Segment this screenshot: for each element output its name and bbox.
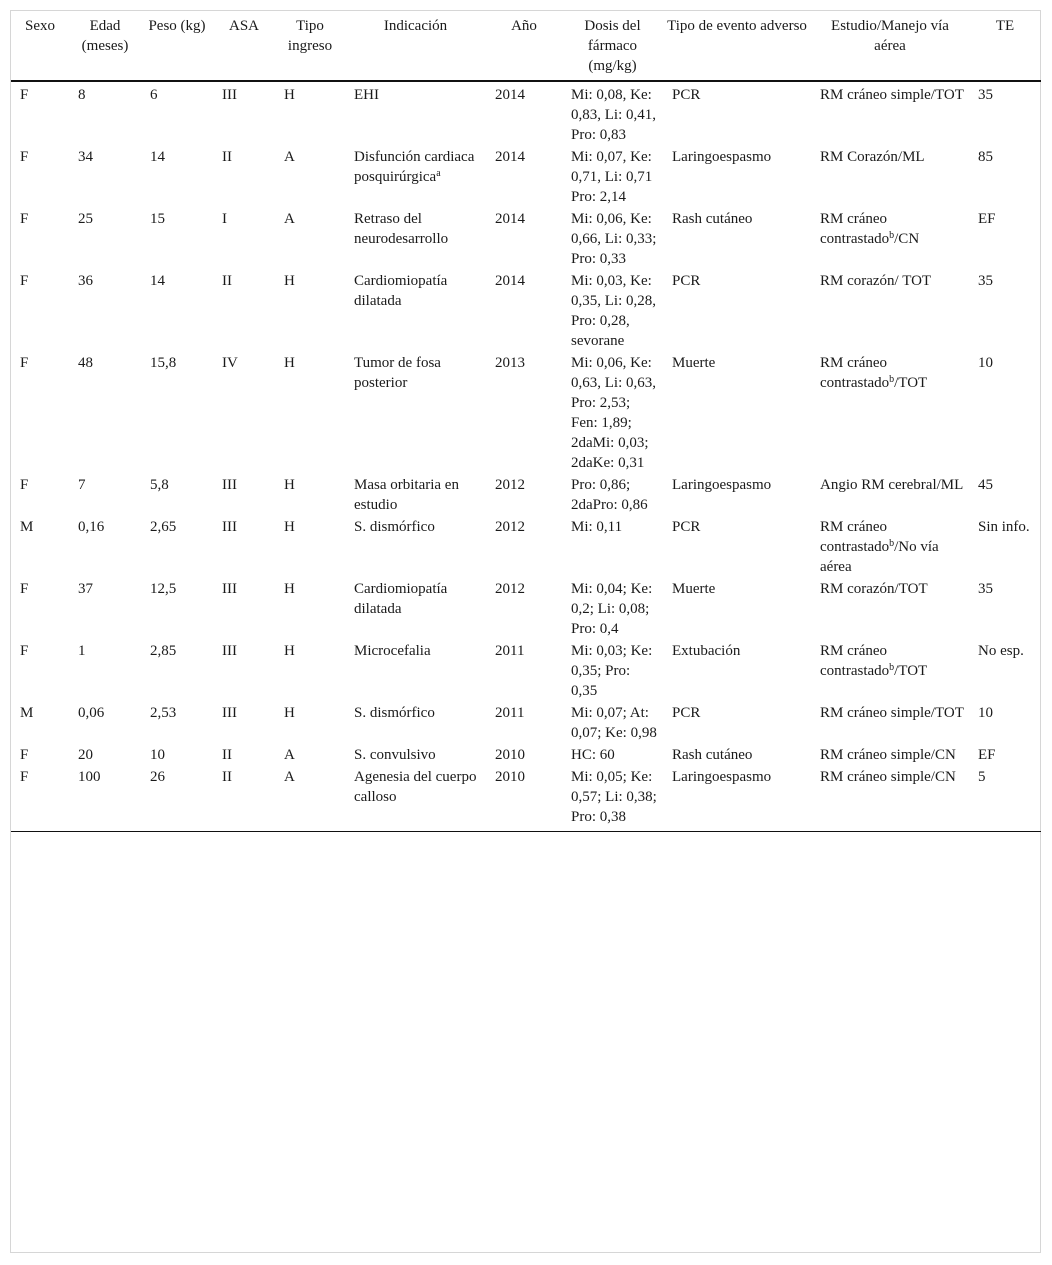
indicacion-text: Retraso del neurodesarrollo [354, 211, 449, 247]
cell-indicacion [345, 81, 486, 145]
header-dosis: Dosis del fármaco (mg/kg) [562, 12, 663, 81]
cell-peso: 15,8 [150, 355, 177, 371]
cell-dosis: Mi: 0,05; Ke: 0,57; Li: 0,38; Pro: 0,38 [562, 765, 663, 832]
cell-asa: IV [222, 355, 238, 371]
cell-asa: III [222, 581, 237, 597]
cell-estudio [811, 639, 969, 701]
header-estudio: Estudio/Manejo vía aérea [811, 12, 969, 81]
cell-evento: Laringoespasmo [663, 765, 811, 832]
cell-te: 85 [978, 149, 993, 165]
estudio-text: RM cráneo contrastado [820, 643, 890, 679]
cell-evento: Laringoespasmo [672, 149, 772, 165]
cell-anio: 2014 [495, 87, 525, 103]
adverse-events-table [11, 12, 1041, 832]
cell-asa: II [222, 273, 232, 289]
cell-anio: 2012 [495, 581, 525, 597]
cell-asa: III [222, 705, 237, 721]
cell-dosis: Mi: 0,04; Ke: 0,2; Li: 0,08; Pro: 0,4 [571, 581, 653, 637]
cell-tipo_ingreso: A [284, 211, 295, 227]
cell-evento: PCR [672, 705, 701, 721]
cell-anio: 2012 [495, 477, 525, 493]
header-tipo_ingreso: Tipo ingreso [275, 12, 345, 81]
table-row [11, 639, 1041, 701]
cell-evento: Extubación [672, 643, 741, 659]
cell-peso: 26 [141, 765, 213, 832]
cell-peso: 10 [150, 747, 165, 763]
estudio-text: RM cráneo contrastado [820, 355, 890, 391]
cell-anio: 2014 [495, 149, 525, 165]
cell-tipo_ingreso: A [284, 149, 295, 165]
cell-sexo: F [11, 765, 69, 832]
cell-peso: 2,65 [150, 519, 177, 535]
cell-anio: 2011 [495, 705, 525, 721]
cell-tipo_ingreso: H [284, 87, 295, 103]
cell-anio: 2010 [495, 747, 525, 763]
cell-indicacion [345, 473, 486, 515]
footnote-marker: b [889, 230, 895, 241]
cell-sexo: F [20, 643, 29, 659]
cell-edad: 25 [78, 211, 93, 227]
cell-edad: 8 [78, 87, 86, 103]
cell-tipo_ingreso: A [284, 747, 295, 763]
indicacion-text: Masa orbitaria en estudio [354, 477, 459, 513]
footnote-marker: b [889, 538, 895, 549]
header-anio: Año [486, 12, 562, 81]
cell-estudio [811, 145, 969, 207]
cell-peso: 14 [150, 273, 165, 289]
cell-indicacion [345, 207, 486, 269]
cell-asa: III [222, 87, 237, 103]
header-indicacion: Indicación [345, 12, 486, 81]
header-evento: Tipo de evento adverso [663, 12, 811, 81]
header-asa: ASA [213, 12, 275, 81]
cell-sexo: F [20, 273, 29, 289]
cell-dosis: Mi: 0,06, Ke: 0,66, Li: 0,33; Pro: 0,33 [571, 211, 657, 267]
estudio-text: RM cráneo simple/CN [820, 769, 956, 785]
cell-sexo: F [20, 211, 29, 227]
cell-evento: PCR [672, 519, 701, 535]
table-row [11, 765, 1041, 832]
cell-indicacion [345, 743, 486, 765]
cell-te: 35 [978, 273, 993, 289]
cell-estudio [811, 81, 969, 145]
cell-asa: III [222, 519, 237, 535]
cell-evento: Rash cutáneo [672, 211, 753, 227]
cell-edad: 0,16 [78, 519, 105, 535]
cell-indicacion [345, 145, 486, 207]
cell-te: EF [978, 747, 996, 763]
cell-tipo_ingreso: H [284, 519, 295, 535]
indicacion-text: S. dismórfico [354, 705, 435, 721]
cell-edad: 0,06 [78, 705, 105, 721]
cell-tipo_ingreso: H [284, 477, 295, 493]
cell-sexo: F [20, 149, 29, 165]
cell-te: 5 [969, 765, 1041, 832]
cell-asa: III [222, 643, 237, 659]
cell-te: 35 [978, 87, 993, 103]
cell-peso: 14 [150, 149, 165, 165]
cell-peso: 5,8 [150, 477, 169, 493]
cell-te: Sin info. [978, 519, 1030, 535]
estudio-text: RM cráneo simple/TOT [820, 87, 964, 103]
cell-estudio [811, 577, 969, 639]
cell-asa: III [222, 477, 237, 493]
footnote-marker: a [436, 168, 441, 179]
cell-estudio [811, 515, 969, 577]
cell-asa: II [213, 765, 275, 832]
cell-dosis: Mi: 0,03, Ke: 0,35, Li: 0,28, Pro: 0,28, sevorane [571, 273, 656, 349]
cell-evento: Rash cutáneo [672, 747, 753, 763]
cell-edad: 100 [69, 765, 141, 832]
cell-peso: 2,85 [150, 643, 177, 659]
cell-sexo: M [20, 519, 34, 535]
indicacion-text: EHI [354, 87, 379, 103]
cell-dosis: Pro: 0,86; 2daPro: 0,86 [571, 477, 648, 513]
cell-tipo_ingreso: A [275, 765, 345, 832]
table-row [11, 269, 1041, 351]
estudio-text: /No vía aérea [820, 539, 939, 575]
table-row [11, 515, 1041, 577]
cell-asa: II [222, 747, 232, 763]
cell-anio: 2013 [495, 355, 525, 371]
indicacion-text: Disfunción cardiaca posquirúrgica [354, 149, 475, 185]
cell-evento: PCR [672, 87, 701, 103]
cell-anio: 2014 [495, 211, 525, 227]
cell-dosis: Mi: 0,06, Ke: 0,63, Li: 0,63, Pro: 2,53; Fen: 1,89; 2daMi: 0,03; 2daKe: 0,31 [571, 355, 656, 471]
cell-dosis: Mi: 0,03; Ke: 0,35; Pro: 0,35 [571, 643, 653, 699]
cell-peso: 2,53 [150, 705, 177, 721]
footnote-marker: b [889, 662, 895, 673]
cell-edad: 34 [78, 149, 93, 165]
cell-evento: PCR [672, 273, 701, 289]
cell-te: 10 [978, 705, 993, 721]
indicacion-text: S. dismórfico [354, 519, 435, 535]
table-row [11, 743, 1041, 765]
cell-indicacion [345, 515, 486, 577]
table-header-row [11, 12, 1041, 81]
estudio-text: RM cráneo contrastado [820, 519, 890, 555]
header-sexo: Sexo [11, 12, 69, 81]
table-row [11, 701, 1041, 743]
indicacion-text: Agenesia del cuerpo calloso [354, 769, 477, 805]
indicacion-text: Tumor de fosa posterior [354, 355, 441, 391]
indicacion-text: Cardiomiopatía dilatada [354, 273, 448, 309]
estudio-text: Angio RM cerebral/ML [820, 477, 964, 493]
table-row [11, 577, 1041, 639]
cell-te: No esp. [978, 643, 1024, 659]
cell-anio: 2010 [486, 765, 562, 832]
cell-indicacion [345, 765, 486, 832]
estudio-text: RM corazón/ TOT [820, 273, 932, 289]
cell-dosis: Mi: 0,07, Ke: 0,71, Li: 0,71 Pro: 2,14 [571, 149, 653, 205]
table-row [11, 207, 1041, 269]
header-peso: Peso (kg) [141, 12, 213, 81]
cell-sexo: F [20, 355, 29, 371]
cell-tipo_ingreso: H [284, 643, 295, 659]
cell-peso: 6 [150, 87, 158, 103]
indicacion-text: S. convulsivo [354, 747, 436, 763]
cell-peso: 12,5 [150, 581, 177, 597]
cell-estudio [811, 765, 969, 832]
cell-tipo_ingreso: H [284, 355, 295, 371]
cell-te: EF [978, 211, 996, 227]
cell-sexo: F [20, 581, 29, 597]
cell-sexo: F [20, 747, 29, 763]
estudio-text: RM cráneo simple/CN [820, 747, 956, 763]
cell-dosis: HC: 60 [571, 747, 615, 763]
estudio-text: /TOT [894, 663, 928, 679]
indicacion-text: Microcefalia [354, 643, 431, 659]
cell-estudio [811, 743, 969, 765]
cell-peso: 15 [150, 211, 165, 227]
cell-edad: 48 [78, 355, 93, 371]
cell-indicacion [345, 269, 486, 351]
cell-sexo: F [20, 87, 29, 103]
cell-estudio [811, 701, 969, 743]
cell-estudio [811, 207, 969, 269]
header-te: TE [969, 12, 1041, 81]
estudio-text: RM Corazón/ML [820, 149, 925, 165]
cell-estudio [811, 473, 969, 515]
cell-dosis: Mi: 0,08, Ke: 0,83, Li: 0,41, Pro: 0,83 [571, 87, 656, 143]
table-row [11, 351, 1041, 473]
cell-edad: 20 [78, 747, 93, 763]
cell-evento: Muerte [672, 581, 716, 597]
cell-edad: 36 [78, 273, 93, 289]
table-body [11, 81, 1041, 832]
cell-evento: Laringoespasmo [672, 477, 772, 493]
cell-indicacion [345, 351, 486, 473]
footnote-marker: b [889, 374, 895, 385]
cell-tipo_ingreso: H [284, 581, 295, 597]
cell-indicacion [345, 701, 486, 743]
cell-anio: 2012 [495, 519, 525, 535]
cell-tipo_ingreso: H [284, 273, 295, 289]
cell-asa: II [222, 149, 232, 165]
cell-dosis: Mi: 0,07; At: 0,07; Ke: 0,98 [571, 705, 657, 741]
cell-indicacion [345, 577, 486, 639]
table-row [11, 145, 1041, 207]
cell-indicacion [345, 639, 486, 701]
cell-anio: 2014 [495, 273, 525, 289]
cell-estudio [811, 269, 969, 351]
cell-asa: I [222, 211, 227, 227]
cell-te: 35 [978, 581, 993, 597]
cell-edad: 7 [78, 477, 86, 493]
cell-te: 10 [978, 355, 993, 371]
cell-dosis: Mi: 0,11 [571, 519, 623, 535]
table-row [11, 473, 1041, 515]
header-edad: Edad (meses) [69, 12, 141, 81]
table-row [11, 81, 1041, 145]
cell-te: 45 [978, 477, 993, 493]
cell-sexo: M [20, 705, 34, 721]
cell-tipo_ingreso: H [284, 705, 295, 721]
estudio-text: RM corazón/TOT [820, 581, 928, 597]
cell-edad: 37 [78, 581, 93, 597]
estudio-text: /CN [894, 231, 920, 247]
cell-estudio [811, 351, 969, 473]
estudio-text: RM cráneo contrastado [820, 211, 890, 247]
cell-evento: Muerte [672, 355, 716, 371]
cell-sexo: F [20, 477, 29, 493]
indicacion-text: Cardiomiopatía dilatada [354, 581, 448, 617]
estudio-text: /TOT [894, 375, 928, 391]
estudio-text: RM cráneo simple/TOT [820, 705, 964, 721]
cell-anio: 2011 [495, 643, 525, 659]
cell-edad: 1 [78, 643, 86, 659]
